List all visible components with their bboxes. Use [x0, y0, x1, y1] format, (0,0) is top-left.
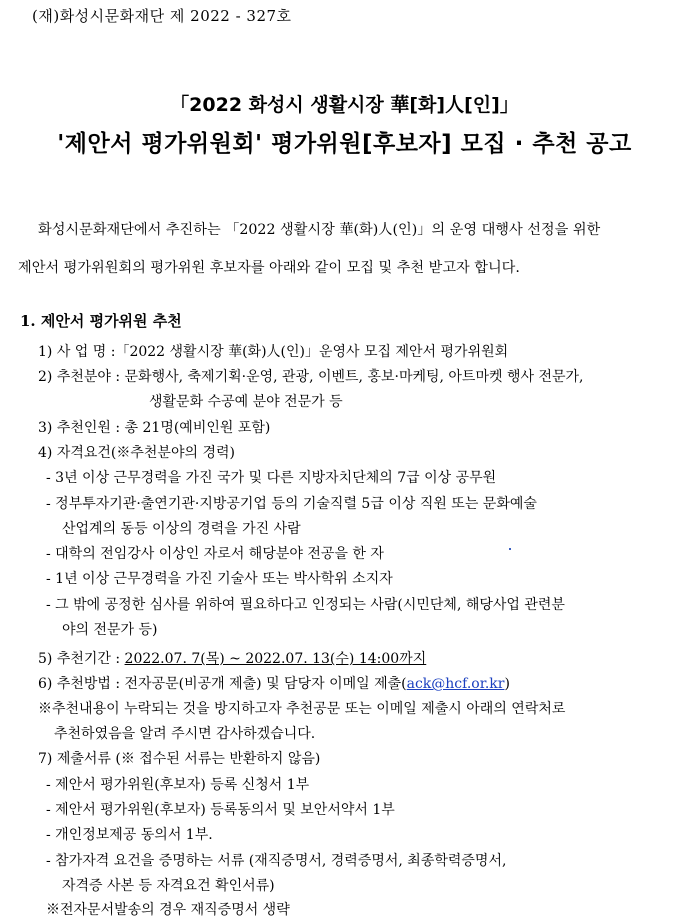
item-period — [38, 648, 426, 668]
period-dates: 2022.07. 7(목) ~ 2022.07. 13(수) 14:00까지 — [124, 651, 427, 667]
intro-paragraph-line2: 제안서 평가위원회의 평가위원 후보자를 아래와 같이 모집 및 추천 받고자 합니다. — [18, 260, 520, 276]
item-headcount: 3) 추천인원 : 총 21명(예비인원 포함) — [38, 420, 271, 436]
document-item: - 제안서 평가위원(후보자) 등록동의서 및 보안서약서 1부 — [46, 802, 395, 818]
requirement-item-cont: 산업계의 동등 이상의 경력을 가진 사람 — [62, 521, 301, 537]
item-method — [38, 673, 510, 693]
requirement-item: - 1년 이상 근무경력을 가진 기술사 또는 박사학위 소지자 — [46, 571, 393, 587]
requirement-item: - 정부투자기관·출연기관·지방공기업 등의 기술직렬 5급 이상 직원 또는 문화예술 — [46, 496, 537, 512]
document-item: - 참가자격 요건을 증명하는 서류 (재직증명서, 경력증명서, 최종학력증명서, — [46, 853, 507, 869]
note-line-cont: 추천하였음을 알려 주시면 감사하겠습니다. — [54, 726, 316, 742]
notice-title-line2: '제안서 평가위원회' 평가위원[후보자] 모집 · 추천 공고 — [57, 131, 632, 157]
notice-title-line1: 「2022 화성시 생활시장 華[화]人[인]」 — [170, 94, 519, 116]
stray-dot — [509, 548, 511, 550]
method-suffix: ) — [504, 676, 510, 692]
intro-paragraph-line1: 화성시문화재단에서 추진하는 「2022 생활시장 華(화)人(인)」의 운영 대행사 선정을 위한 — [38, 222, 601, 238]
document-item: - 제안서 평가위원(후보자) 등록 신청서 1부 — [46, 777, 310, 793]
document-note: ※전자문서발송의 경우 재직증명서 생략 — [46, 902, 290, 918]
contact-email-link[interactable]: ack@hcf.or.kr — [406, 676, 505, 692]
requirement-item: - 대학의 전임강사 이상인 자로서 해당분야 전공을 한 자 — [46, 546, 384, 562]
method-label: 6) 추천방법 : 전자공문(비공개 제출) 및 담당자 이메일 제출( — [38, 676, 407, 692]
note-line: ※추천내용이 누락되는 것을 방지하고자 추천공문 또는 이메일 제출시 아래의 연락처로 — [38, 701, 566, 717]
item-field-line2: 생활문화 수공예 분야 전문가 등 — [149, 394, 343, 410]
item-documents: 7) 제출서류 (※ 접수된 서류는 반환하지 않음) — [38, 751, 321, 767]
period-label: 5) 추천기간 : — [38, 651, 125, 667]
requirement-item: - 그 밖에 공정한 심사를 위하여 필요하다고 인정되는 사람(시민단체, 해당사업 관련분 — [46, 597, 565, 613]
document-item-cont: 자격증 사본 등 자격요건 확인서류) — [62, 878, 275, 894]
item-qualifications: 4) 자격요건(※추천분야의 경력) — [38, 445, 235, 461]
document-number: (재)화성시문화재단 제 2022 - 327호 — [32, 7, 292, 25]
item-field-line1: 2) 추천분야 : 문화행사, 축제기획·운영, 관광, 이벤트, 홍보·마케팅, 아트마켓 행사 전문가, — [38, 369, 584, 385]
requirement-item: - 3년 이상 근무경력을 가진 국가 및 다른 지방자치단체의 7급 이상 공무원 — [46, 470, 497, 486]
document-item: - 개인정보제공 동의서 1부. — [46, 827, 213, 843]
item-project-name: 1) 사 업 명 :「2022 생활시장 華(화)人(인)」운영사 모집 제안서 평가위원회 — [38, 344, 509, 360]
requirement-item-cont: 야의 전문가 등) — [62, 622, 158, 638]
section-heading: 1. 제안서 평가위원 추천 — [20, 312, 182, 330]
